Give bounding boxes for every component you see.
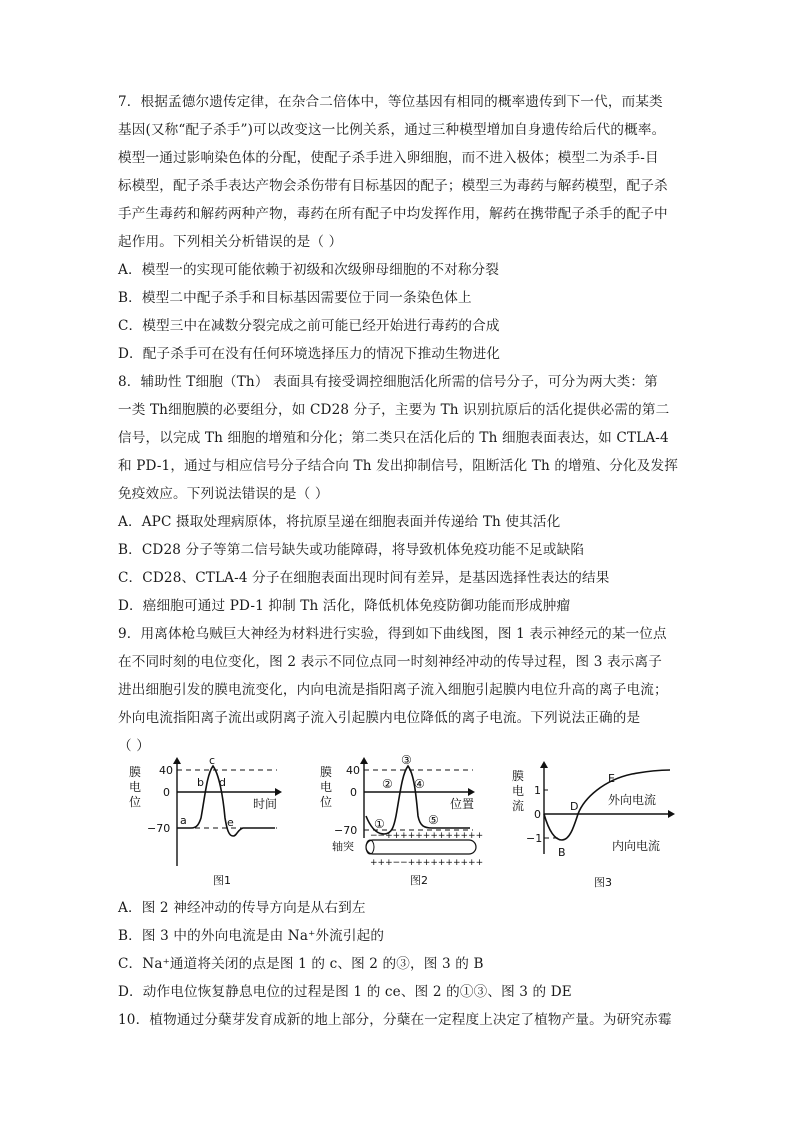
fig3-point-e: E	[608, 772, 615, 785]
fig2-axon-end	[366, 840, 374, 854]
fig2-axon-label: 轴突	[332, 840, 354, 853]
fig2-point-5: ⑤	[428, 813, 439, 827]
q9-option-a: A．图 2 神经冲动的传导方向是从右到左	[118, 900, 366, 916]
fig2-axon-shape	[366, 840, 476, 854]
fig1-ylabel-3: 位	[129, 795, 142, 809]
fig3-ylabel-2: 电	[512, 784, 525, 798]
figure-1	[125, 756, 295, 891]
q8-stem-line-5: 免疫效应。下列说法错误的是（ ）	[118, 486, 329, 502]
fig3-tick-1: 1	[534, 784, 541, 797]
fig1-x-arrow	[275, 788, 282, 796]
fig1-point-c: c	[209, 754, 216, 767]
figure-3-svg	[508, 758, 683, 892]
q9-option-d: D．动作电位恢复静息电位的过程是图 1 的 ce、图 2 的①③、图 3 的 DE	[118, 984, 572, 1000]
figure-3	[508, 758, 683, 892]
q7-option-a: A．模型一的实现可能依赖于初级和次级卵母细胞的不对称分裂	[118, 262, 500, 278]
fig2-charges-top: −−+++++++++++++	[370, 831, 484, 841]
fig1-point-a: a	[180, 814, 187, 827]
q9-option-b: B．图 3 中的外向电流是由 Na⁺外流引起的	[118, 928, 385, 944]
fig1-tick-0: 0	[163, 786, 170, 799]
fig3-y-arrow	[540, 761, 548, 768]
figure-1-svg	[125, 756, 295, 891]
fig3-inward-label: 内向电流	[612, 839, 661, 853]
q7-stem-line-2: 基因(又称“配子杀手”)可以改变这一比例关系，通过三种模型增加自身遗传给后代的概率。	[118, 122, 666, 138]
fig2-ylabel-2: 电	[320, 780, 333, 794]
q9-stem-line-3: 进出细胞引发的膜电流变化，内向电流是指阳离子流入细胞引起膜内电位升高的离子电流；	[118, 682, 668, 698]
q7-stem-line-1: 7．根据孟德尔遗传定律，在杂合二倍体中，等位基因有相同的概率遗传到下一代，而某类	[118, 94, 663, 110]
q7-stem-line-6: 起作用。下列相关分析错误的是（ ）	[118, 234, 343, 250]
q9-option-c: C．Na⁺通道将关闭的点是图 1 的 c、图 2 的③，图 3 的 B	[118, 956, 484, 972]
q8-stem-line-2: 一类 Th细胞膜的必要组分，如 CD28 分子，主要为 Th 识别抗原后的活化提供必需的第二	[118, 402, 670, 418]
fig2-charges-bottom: +++−−++++++++++	[370, 858, 484, 868]
q8-stem-line-3: 信号，以完成 Th 细胞的增殖和分化；第二类只在活化后的 Th 细胞表面表达，如 CTLA-4	[118, 430, 669, 446]
figure-2-svg	[318, 752, 498, 892]
q8-option-a: A．APC 摄取处理病原体，将抗原呈递在细胞表面并传递给 Th 使其活化	[118, 514, 561, 530]
fig2-ylabel-3: 位	[320, 795, 333, 809]
fig3-outward-label: 外向电流	[608, 793, 657, 807]
fig1-y-arrow	[173, 757, 181, 764]
fig3-x-arrow	[668, 810, 675, 818]
fig3-point-b: B	[558, 846, 566, 859]
fig1-point-d: d	[219, 776, 226, 789]
q8-option-d: D．癌细胞可通过 PD-1 抑制 Th 活化，降低机体免疫防御功能而形成肿瘤	[118, 598, 571, 614]
fig1-ylabel-2: 电	[129, 780, 142, 794]
q7-option-c: C．模型三中在减数分裂完成之前可能已经开始进行毒药的合成	[118, 318, 500, 334]
q8-option-b: B．CD28 分子等第二信号缺失或功能障碍，将导致机体免疫功能不足或缺陷	[118, 542, 585, 558]
q10-stem-line-1: 10．植物通过分蘖芽发育成新的地上部分，分蘖在一定程度上决定了植物产量。为研究赤霉	[118, 1012, 672, 1028]
fig3-tick-0: 0	[534, 808, 541, 821]
fig3-ylabel-1: 膜	[512, 769, 525, 783]
q9-stem-line-1: 9．用离体枪乌贼巨大神经为材料进行实验，得到如下曲线图，图 1 表示神经元的某一位点	[118, 626, 667, 642]
fig1-tick-neg70: −70	[147, 822, 171, 835]
q7-stem-line-5: 手产生毒药和解药两种产物，毒药在所有配子中均发挥作用，解药在携带配子杀手的配子中	[118, 206, 668, 222]
q8-stem-line-1: 8．辅助性 T细胞（Th） 表面具有接受调控细胞活化所需的信号分子，可分为两大类：第	[118, 374, 658, 390]
fig1-tick-40: 40	[159, 764, 173, 777]
q9-stem-line-4: 外向电流指阳离子流出或阴离子流入引起膜内电位降低的离子电流。下列说法正确的是	[118, 710, 641, 726]
fig1-caption: 图1	[213, 874, 231, 887]
fig2-point-2: ②	[382, 777, 393, 791]
fig2-tick-40: 40	[346, 764, 360, 777]
fig3-point-d: D	[570, 800, 579, 813]
fig2-x-arrow	[468, 788, 475, 796]
q9-stem-line-2: 在不同时刻的电位变化，图 2 表示不同位点同一时刻神经冲动的传导过程，图 3 表示离子	[118, 654, 662, 670]
fig3-tick-neg1: −1	[526, 832, 543, 845]
fig3-caption: 图3	[594, 876, 612, 889]
fig2-xlabel: 位置	[450, 797, 475, 811]
fig1-point-b: b	[197, 776, 204, 789]
q9-stem-line-5: （ ）	[118, 738, 150, 754]
fig2-tick-neg70: −70	[334, 824, 358, 837]
fig2-point-1: ①	[374, 817, 385, 831]
q7-option-b: B．模型二中配子杀手和目标基因需要位于同一条染色体上	[118, 290, 472, 306]
fig1-ylabel-1: 膜	[129, 765, 142, 779]
fig2-tick-0: 0	[350, 786, 357, 799]
q7-option-d: D．配子杀手可在没有任何环境选择压力的情况下推动生物进化	[118, 346, 501, 362]
fig1-xlabel: 时间	[253, 797, 278, 811]
q8-option-c: C．CD28、CTLA-4 分子在细胞表面出现时间有差异，是基因选择性表达的结果	[118, 570, 610, 586]
fig3-ylabel-3: 流	[512, 799, 525, 813]
fig2-y-arrow	[360, 757, 368, 764]
fig2-caption: 图2	[410, 874, 428, 887]
fig1-point-e: e	[227, 816, 234, 829]
fig2-point-3: ③	[401, 753, 412, 767]
q7-stem-line-4: 标模型，配子杀手表达产物会杀伤带有目标基因的配子；模型三为毒药与解药模型，配子杀	[118, 178, 668, 194]
figure-2	[318, 752, 498, 892]
fig2-ylabel-1: 膜	[320, 765, 333, 779]
q7-stem-line-3: 模型一通过影响染色体的分配，使配子杀手进入卵细胞，而不进入极体；模型二为杀手-目	[118, 150, 659, 166]
fig2-point-4: ④	[414, 777, 425, 791]
q8-stem-line-4: 和 PD-1，通过与相应信号分子结合向 Th 发出抑制信号，阻断活化 Th 的增殖、分化及发挥	[118, 458, 679, 474]
